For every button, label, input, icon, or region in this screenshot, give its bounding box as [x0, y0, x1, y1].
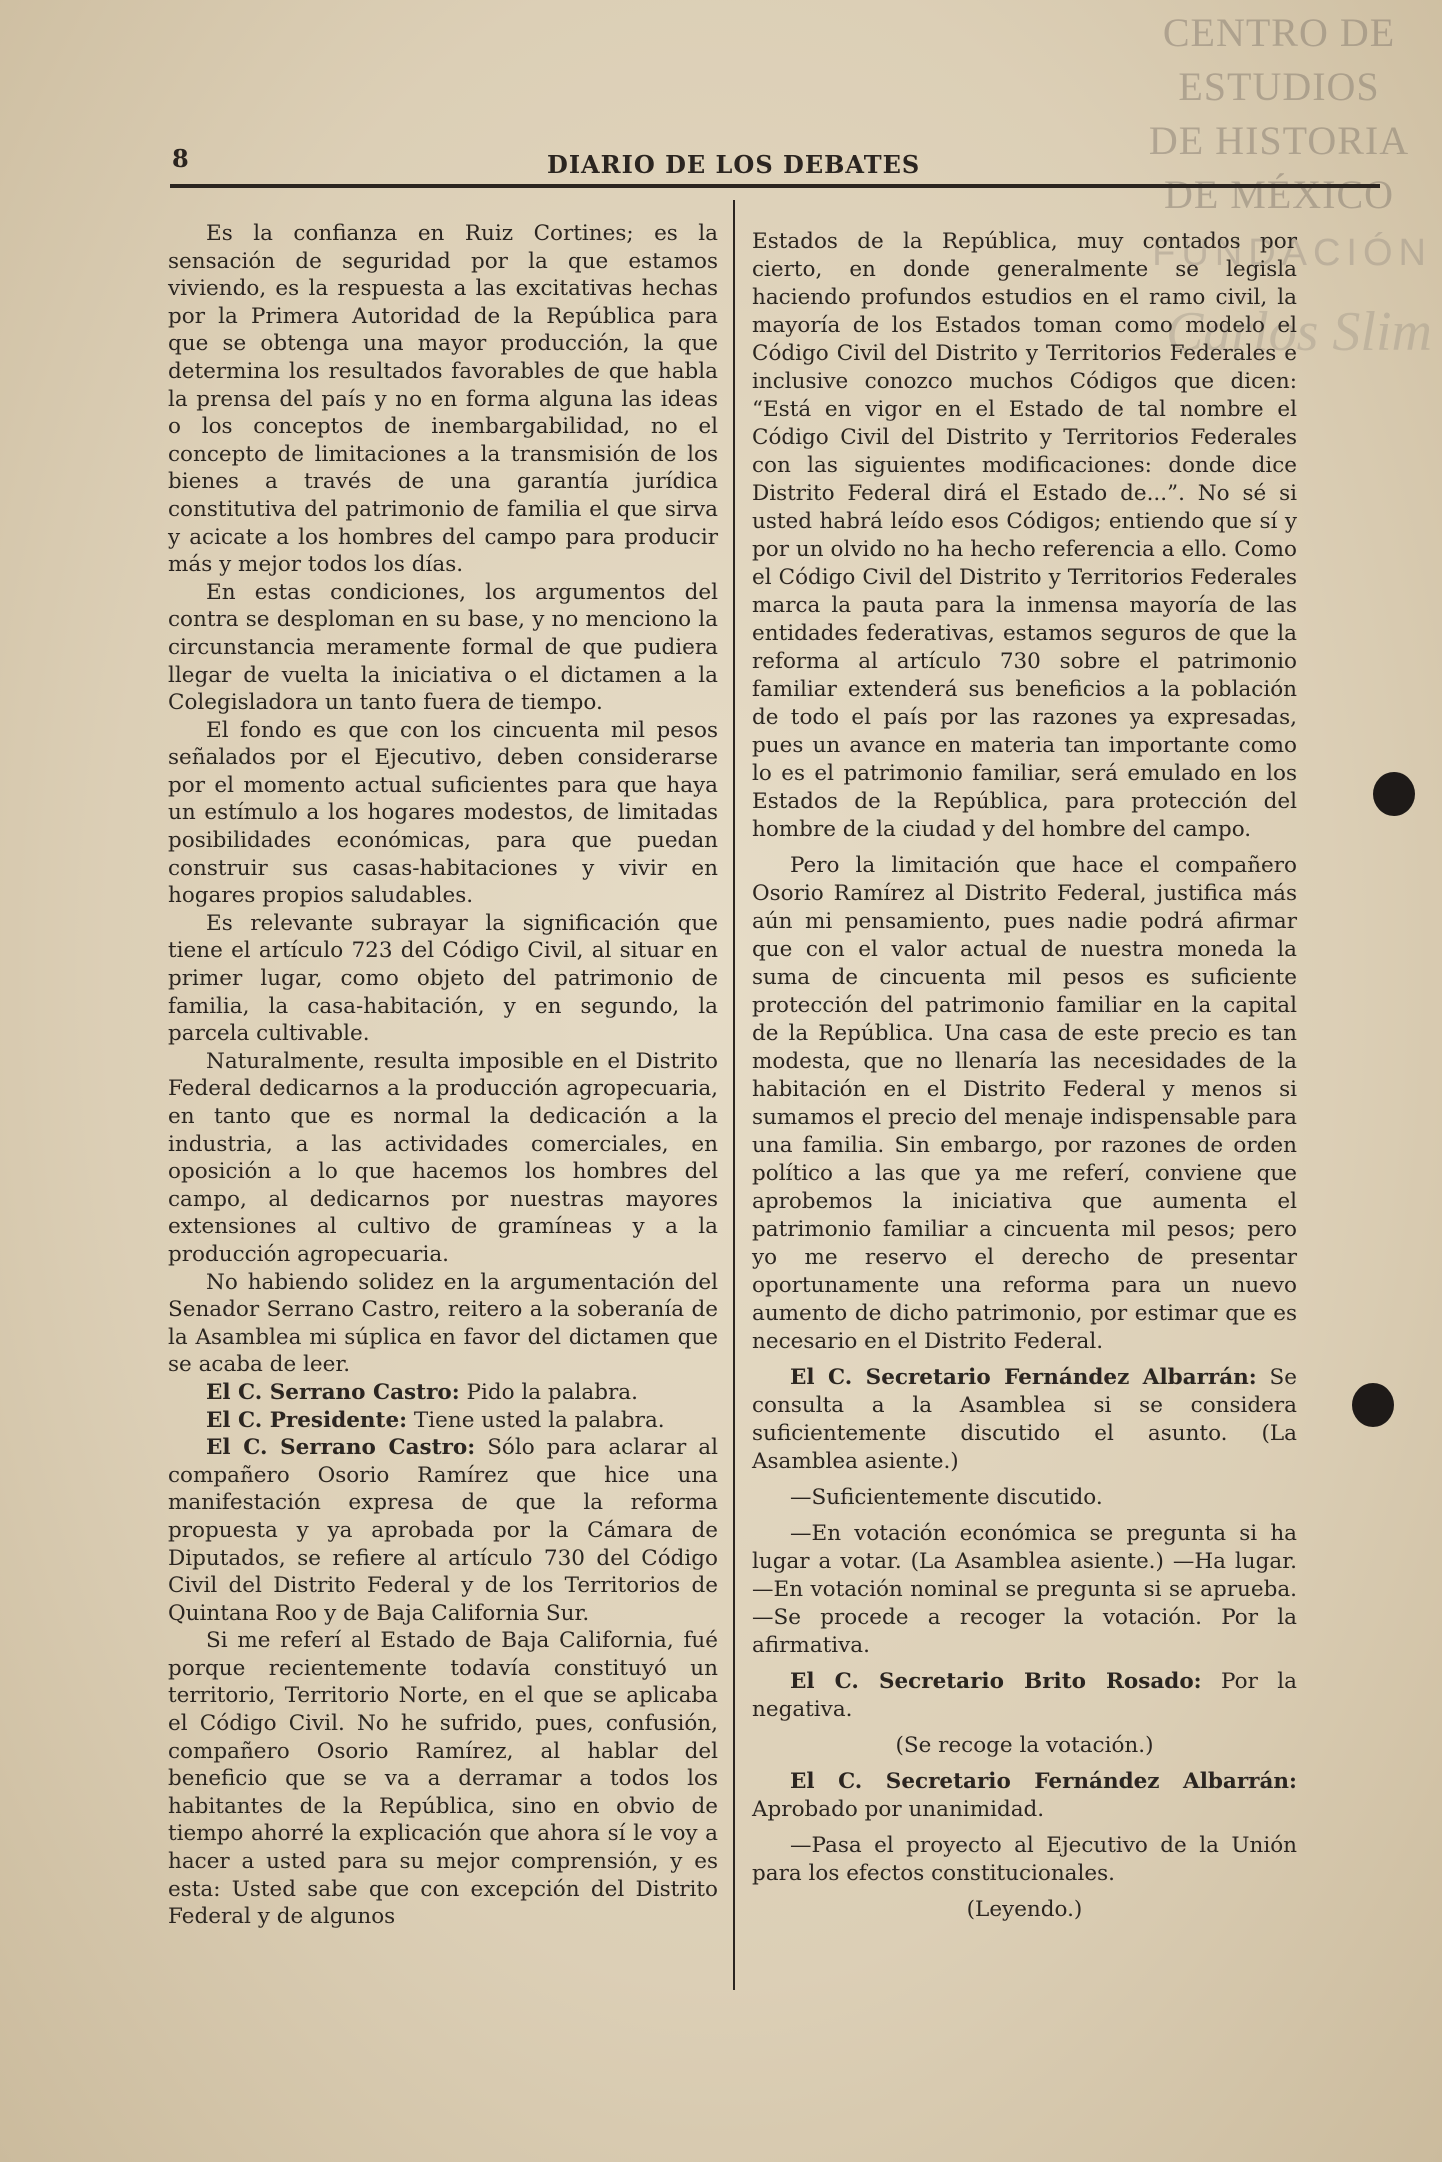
- paragraph: —Pasa el proyecto al Ejecutivo de la Unión para los efectos constitucionales.: [752, 1833, 1297, 1886]
- paragraph: Estados de la República, muy contados por cierto, en donde generalmente se legisla haciendo profundos estudios en el ramo civil, la mayoría de los Estados toman como modelo el Código Civil del Distrito y Territorios Federales e inclusive conozco muchos Códigos que dicen: “Está en vigor en el Estado de tal nombre el Código Civil del Distrito y Territorios Federales con las siguientes modificaciones: donde dice Distrito Federal dirá el Estado de...”. No sé si usted habrá leído esos Códigos; entiendo que sí y por un olvido no ha hecho referencia a ello. Como el Código Civil del Distrito y Territorios Federales marca la pauta para la inmensa mayoría de las entidades federativas, estamos seguros de que la reforma al artículo 730 sobre el patrimonio familiar extenderá sus beneficios a la población de todo el país por las razones ya expresadas, pues un avance en materia tan importante como lo es el patrimonio familiar, será emulado en los Estados de la República, para protección del hombre de la ciudad y del hombre del campo.: [752, 229, 1297, 842]
- watermark-line: DE HISTORIA: [1148, 118, 1410, 163]
- paragraph: El fondo es que con los cincuenta mil pesos señalados por el Ejecutivo, deben considerarse por el momento actual suficientes para que haya un estímulo a los hogares modestos, de limitadas posibilidades económicas, para que puedan construir sus casas-habitaciones y vivir en hogares propios saludables.: [168, 717, 718, 909]
- speech: [752, 1768, 1297, 1824]
- punch-hole: [1352, 1383, 1394, 1427]
- paragraph: Naturalmente, resulta imposible en el Distrito Federal dedicarnos a la producción agropecuaria, en tanto que es normal la dedicación a la industria, a las actividades comerciales, en oposición a lo que hacemos los hombres del campo, al dedicarnos por nuestras mayores extensiones al cultivo de gramíneas y a la producción agropecuaria.: [168, 1048, 718, 1267]
- punch-hole: [1373, 772, 1415, 816]
- right-column: [752, 228, 1297, 1932]
- watermark-signature: Carlos Slim: [1165, 301, 1432, 363]
- paragraph: En estas condiciones, los argumentos del contra se desploman en su base, y no menciono la circunstancia meramente formal de que pudiera llegar de vuelta la iniciativa o el dictamen a la Colegisladora un tanto fuera de tiempo.: [168, 579, 718, 716]
- speech: [168, 1407, 718, 1435]
- speaker-name: El C. Serrano Castro:: [206, 1379, 460, 1405]
- speech: [168, 1434, 718, 1627]
- speech-text: Pido la palabra.: [459, 1379, 638, 1405]
- speaker-name: El C. Serrano Castro:: [206, 1435, 476, 1461]
- speech: [752, 1668, 1297, 1724]
- paragraph: Es la confianza en Ruiz Cortines; es la sensación de seguridad por la que estamos viviendo, es la respuesta a las excitativas hechas por la Primera Autoridad de la República para que se obtenga una mayor producción, la que determina los resultados favorables de que habla la prensa del país y no en forma alguna las ideas o los conceptos de inembargabilidad, no el concepto de limitaciones a la transmisión de los bienes a través de una garantía jurídica constitutiva del patrimonio de familia el que sirva y acicate a los hombres del campo para producir más y mejor todos los días.: [168, 221, 718, 578]
- paragraph: —En votación económica se pregunta si ha lugar a votar. (La Asamblea asiente.) —Ha lugar.—En votación nominal se pregunta si se aprueba.—Se procede a recoger la votación. Por la afirmativa.: [752, 1521, 1297, 1658]
- column-divider: [733, 200, 735, 1990]
- watermark-line: ESTUDIOS: [1178, 64, 1380, 109]
- left-column: [168, 220, 718, 1931]
- speaker-name: El C. Secretario Fernández Albarrán:: [790, 1365, 1257, 1390]
- paragraph: Pero la limitación que hace el compañero Osorio Ramírez al Distrito Federal, justifica más aún mi pensamiento, pues nadie podrá afirmar que con el valor actual de nuestra moneda la suma de cincuenta mil pesos es suficiente protección del patrimonio familiar en la capital de la República. Una casa de este precio es tan modesta, que no llenaría las necesidades de la habitación en el Distrito Federal y menos si sumamos el precio del menaje indispensable para una familia. Sin embargo, por razones de orden político a las que ya me referí, conviene que aprobemos la iniciativa que aumenta el patrimonio familiar a cincuenta mil pesos; pero yo me reservo el derecho de presentar oportunamente una reforma para un nuevo aumento de dicho patrimonio, por estimar que es necesario en el Distrito Federal.: [752, 853, 1297, 1354]
- speech-text: Tiene usted la palabra.: [407, 1407, 665, 1433]
- speaker-name: El C. Secretario Fernández Albarrán:: [790, 1769, 1297, 1794]
- watermark-foundation: FUNDACIÓN: [1152, 232, 1432, 274]
- paragraph: —Suficientemente discutido.: [790, 1485, 1103, 1510]
- speaker-name: El C. Secretario Brito Rosado:: [790, 1669, 1202, 1694]
- archive-watermark: [1134, 6, 1424, 222]
- watermark-line: DE MÉXICO: [1163, 172, 1395, 217]
- speech: [168, 1379, 718, 1407]
- page-number: 8: [172, 144, 189, 173]
- speech-text: Sólo para aclarar al compañero Osorio Ramírez que hice una manifestación expresa de que la reforma propuesta y ya aprobada por la Cámara de Diputados, se refiere al artículo 730 del Código Civil del Distrito Federal y de los Territorios de Quintana Roo y de Baja California Sur.: [168, 1435, 718, 1626]
- speech-text: Aprobado por unanimidad.: [752, 1797, 1045, 1822]
- paragraph: No habiendo solidez en la argumentación del Senador Serrano Castro, reitero a la soberanía de la Asamblea mi súplica en favor del dictamen que se acaba de leer.: [168, 1269, 718, 1378]
- page-header: [172, 142, 1302, 182]
- speech: [752, 1364, 1297, 1476]
- speech-text: Se consulta a la Asamblea si se considera suficientemente discutido el asunto. (La Asamblea asiente.): [752, 1365, 1297, 1474]
- journal-title: DIARIO DE LOS DEBATES: [547, 150, 921, 179]
- paragraph: Es relevante subrayar la significación que tiene el artículo 723 del Código Civil, al situar en primer lugar, como objeto del patrimonio de familia, la casa-habitación, y en segundo, la parcela cultivable.: [168, 910, 718, 1047]
- header-rule: [170, 184, 1380, 188]
- stage-direction: (Se recoge la votación.): [895, 1733, 1154, 1758]
- watermark-line: CENTRO DE: [1162, 10, 1396, 55]
- paragraph: Si me referí al Estado de Baja California, fué porque recientemente todavía constituyó un territorio, Territorio Norte, en el que se aplicaba el Código Civil. No he sufrido, pues, confusión, compañero Osorio Ramírez, al hablar del beneficio que se va a derramar a todos los habitantes de la República, sino en obvio de tiempo ahorré la explicación que ahora sí le voy a hacer a usted para su mejor comprensión, y es esta: Usted sabe que con excepción del Distrito Federal y de algunos: [168, 1628, 718, 1930]
- speech-text: Por la negativa.: [752, 1669, 1297, 1722]
- speaker-name: El C. Presidente:: [206, 1407, 408, 1433]
- stage-direction: (Leyendo.): [966, 1897, 1083, 1922]
